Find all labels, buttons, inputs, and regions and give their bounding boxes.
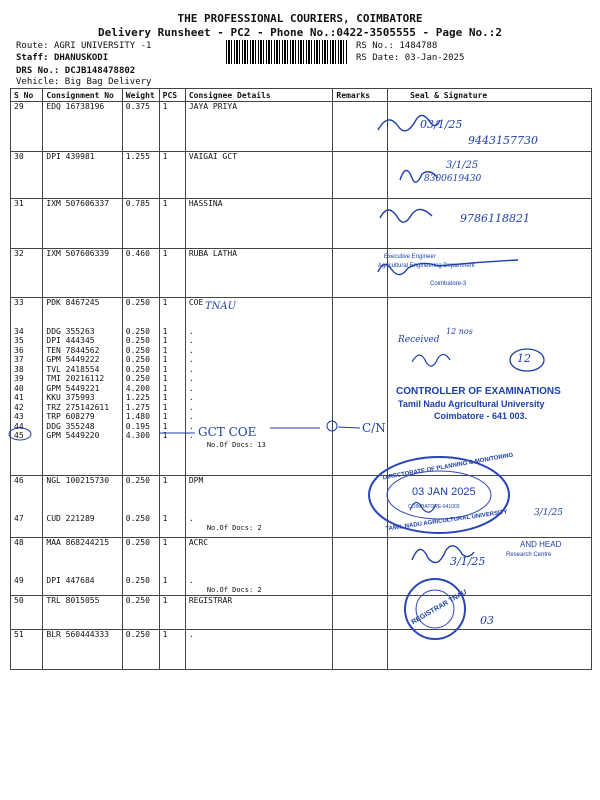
pcs-value: 1 [162,514,168,523]
weight-value: 1.275 [125,402,150,412]
coe-stamp-line3: Coimbatore - 641 003. [434,411,528,421]
weight-value: 0.195 [125,421,150,431]
weight-value: 0.250 [125,374,150,383]
acrc-stamp-line2: Research Centre [506,552,552,558]
consignment-number: EDQ 16738196 [46,102,105,111]
pcs-value: 1 [162,402,168,412]
consignment-number: TRP 608279 [46,412,95,421]
consignment-number: IXM 507606337 [46,199,110,208]
pcs-value: 1 [162,431,168,440]
pcs-value: 1 [162,355,168,364]
col-signature: Seal & Signature [388,89,592,102]
rs-date-label: RS Date: [356,53,400,63]
serial-number: 40 [14,383,24,393]
consignee-name: REGISTRAR [188,596,233,605]
vehicle-label: Vehicle: [16,77,60,87]
pcs-value: 1 [162,336,168,345]
acrc-stamp-line1: AND HEAD [520,540,562,549]
pcs-value: 1 [162,364,168,374]
consignment-number: GPM 5449220 [46,431,100,440]
staff-value: DHANUSKODI [53,53,109,63]
serial-number: 50 [14,596,24,605]
row-43-circle [9,428,31,440]
serial-number: 49 [14,576,24,585]
consignee-dot: . [188,402,194,412]
serial-number: 42 [14,402,24,412]
coe-stamp-line1: CONTROLLER OF EXAMINATIONS [396,386,561,397]
dpm-stamp-city: COIMBATORE-641003 [408,504,460,510]
sig30-date: 3/1/25 [446,160,479,171]
staff-label: Staff: [16,53,49,63]
pcs-value: 1 [162,326,168,336]
serial-number: 44 [14,421,24,431]
weight-value: 0.250 [125,364,150,374]
weight-value: 0.250 [125,476,150,485]
serial-number: 39 [14,374,24,383]
weight-value: 0.250 [125,336,150,345]
docs-count: No.Of Docs: 2 [206,585,262,594]
serial-number: 29 [14,102,24,111]
weight-value: 0.250 [125,514,150,523]
cn-note: C/N [362,421,386,435]
phone-29: 9443157730 [468,134,538,147]
serial-number: 46 [14,476,24,485]
phone-30: 8300619430 [424,174,482,184]
sig48-date: 3/1/25 [450,555,486,568]
weight-value: 1.225 [125,393,150,402]
consignment-number: GPM 5449221 [46,383,100,393]
consignee-dot: . [188,393,194,402]
serial-number: 33 [14,298,24,307]
consignee-dot: . [188,336,194,345]
ee-stamp-line2: Agricultural Engineering Department [378,263,475,269]
pcs-value: 1 [162,576,168,585]
circled-count: 12 [517,352,531,365]
consignment-number: TMI 20216112 [46,374,105,383]
pcs-value: 1 [162,298,168,307]
pcs-value: 1 [162,383,168,393]
registrar-stamp-text: REGISTRAR TNAU [410,588,469,627]
weight-value: 0.375 [125,102,150,111]
drs-value: DCJB148478802 [64,66,136,76]
consignment-number: MAA 868244215 [46,538,110,547]
col-weight: Weight [122,89,159,102]
consignee-name: RUBA LATHA [188,249,238,258]
runsheet-title: Delivery Runsheet - PC2 - Phone No.:0422-3505555 - Page No.:2 [98,26,502,39]
consignment-number: TRZ 275142611 [46,402,110,412]
consignment-number: DPI 444345 [46,336,95,345]
pcs-value: 1 [162,538,168,547]
pcs-value: 1 [162,152,168,161]
serial-number: 38 [14,364,24,374]
consignment-number: KKU 375993 [46,393,95,402]
weight-value: 4.300 [125,431,150,440]
ee-stamp-line3: Coimbatore-3 [430,281,467,287]
consignee-name: DPM [188,476,204,485]
coe-stamp-line2: Tamil Nadu Agricultural University [398,399,545,409]
pcs-value: 1 [162,345,168,355]
consignment-number: TVL 2418554 [46,364,100,374]
docs-count: No.Of Docs: 13 [206,440,266,449]
weight-value: 0.785 [125,199,150,208]
weight-value: 1.255 [125,152,150,161]
received-note: Received [398,335,440,345]
col-pcs: PCS [159,89,185,102]
consignee-name: COE [188,298,204,307]
serial-number: 35 [14,336,24,345]
received-count: 12 nos [446,327,473,336]
weight-value: 0.250 [125,596,150,605]
consignment-number: DPI 439981 [46,152,95,161]
tnau-note: TNAU [205,301,237,312]
serial-number: 31 [14,199,24,208]
consignee-name: HASSINA [188,199,223,208]
col-sno: S No [11,89,43,102]
weight-value: 0.250 [125,345,150,355]
weight-value: 0.250 [125,355,150,364]
col-consignment: Consignment No [43,89,122,102]
serial-number: 32 [14,249,24,258]
docs-count: No.Of Docs: 2 [206,523,262,532]
sig51-mark: 03 [480,614,494,627]
pcs-value: 1 [162,412,168,421]
consignment-number: TEN 7844562 [46,345,100,355]
gct-small-circle [327,421,337,431]
consignee-dot: . [188,412,194,421]
consignment-number: IXM 507606339 [46,249,110,258]
pcs-value: 1 [162,630,168,639]
pcs-value: 1 [162,374,168,383]
route-value: AGRI UNIVERSITY -1 [53,41,152,51]
consignment-number: DDG 355248 [46,421,95,431]
consignment-number: GPM 5449222 [46,355,100,364]
sig47-date: 3/1/25 [534,508,563,518]
consignee-name: VAIGAI GCT [188,152,238,161]
gct-coe-note: GCT COE [198,425,257,439]
sig29-date: 03/1/25 [420,118,463,131]
consignee-dot: . [188,374,194,383]
dpm-stamp-top: DIRECTORATE OF PLANNING & MONITORING [382,452,514,482]
dpm-stamp-bottom: TAMIL NADU AGRICULTURAL UNIVERSITY [385,509,508,533]
pcs-value: 1 [162,102,168,111]
weight-value: 1.480 [125,412,150,421]
signature-33 [412,354,450,366]
gct-line-end [338,427,360,428]
serial-number: 51 [14,630,24,639]
consignee-dot: . [188,326,194,336]
col-consignee: Consignee Details [185,89,333,102]
serial-number: 45 [14,431,24,440]
dpm-stamp-date: 03 JAN 2025 [412,486,476,498]
serial-number: 36 [14,345,24,355]
consignment-number: DDG 355263 [46,326,95,336]
consignee-dot: . [188,345,194,355]
pcs-value: 1 [162,199,168,208]
company-name: THE PROFESSIONAL COURIERS, COIMBATORE [177,12,423,25]
route-label: Route: [16,41,49,51]
rs-date-value: 03-Jan-2025 [404,53,465,63]
consignment-number: TRL 8015055 [46,596,100,605]
pcs-value: 1 [162,596,168,605]
phone-31: 9786118821 [460,212,530,225]
weight-value: 4.200 [125,383,150,393]
signature-31 [380,209,432,222]
consignee-dot: . [188,630,194,639]
consignment-number: PDK 8467245 [46,298,100,307]
consignee-dot: . [188,364,194,374]
consignee-dot: . [188,383,194,393]
consignment-number: DPI 447684 [46,576,95,585]
pcs-value: 1 [162,476,168,485]
serial-number: 41 [14,393,24,402]
consignee-dot: . [188,355,194,364]
consignment-number: BLR 560444333 [46,630,110,639]
consignee-dot: . [188,576,194,585]
weight-value: 0.250 [125,298,150,307]
consignment-number: CUD 221289 [46,514,95,523]
consignee-name: JAYA PRIYA [188,102,238,111]
pcs-value: 1 [162,249,168,258]
serial-number: 43 [14,412,24,421]
consignee-name: ACRC [188,538,209,547]
serial-number: 34 [14,326,24,336]
weight-value: 0.250 [125,538,150,547]
consignment-number: NGL 100215730 [46,476,110,485]
consignee-dot: . [188,431,194,440]
weight-value: 0.460 [125,249,150,258]
col-remarks: Remarks [333,89,388,102]
pcs-value: 1 [162,421,168,431]
serial-number: 48 [14,538,24,547]
ee-stamp-line1: Executive Engineer [384,254,436,260]
consignee-dot: . [188,421,194,431]
vehicle-value: Big Bag Delivery [64,77,152,87]
serial-number: 47 [14,514,24,523]
drs-label: DRS No.: [16,66,60,76]
weight-value: 0.250 [125,576,150,585]
weight-value: 0.250 [125,630,150,639]
pcs-value: 1 [162,393,168,402]
serial-number: 30 [14,152,24,161]
rs-no-value: 1484788 [399,41,438,51]
consignee-dot: . [188,514,194,523]
serial-number: 37 [14,355,24,364]
weight-value: 0.250 [125,326,150,336]
rs-no-label: RS No.: [356,41,394,51]
